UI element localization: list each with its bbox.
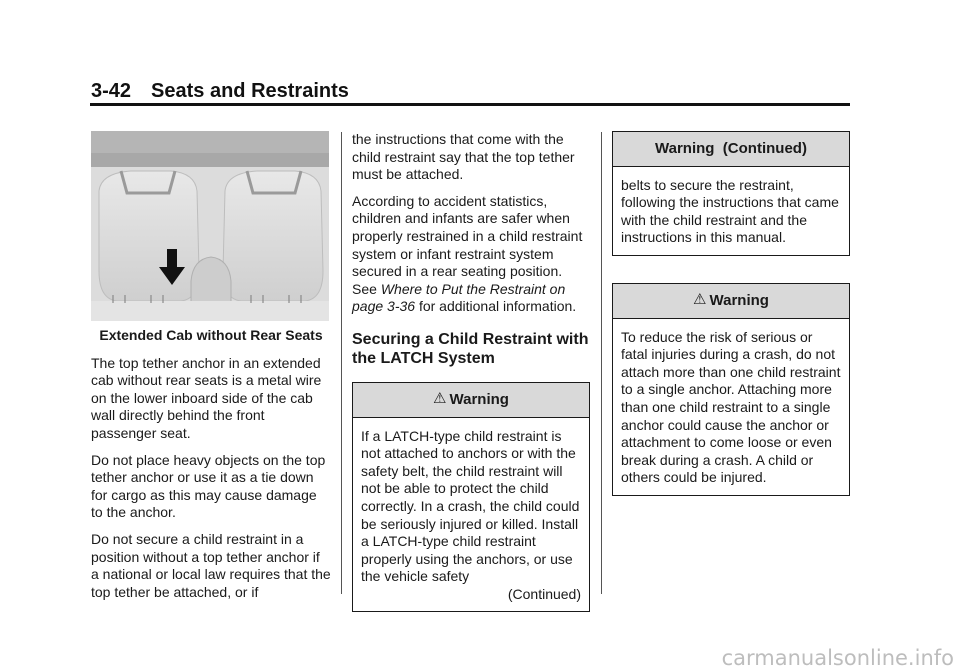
warning-continued-box bbox=[612, 131, 850, 256]
warning-continued-header: Warning (Continued) bbox=[613, 132, 849, 167]
paragraph-text: According to accident statistics, children and infants are safer when properly restrained in a child restraint system or infant restraint system secured in a rear seating position. See bbox=[352, 192, 583, 297]
column-divider-2 bbox=[601, 132, 602, 594]
chapter-title: Seats and Restraints bbox=[151, 80, 349, 102]
page-number: 3-42 bbox=[91, 80, 132, 102]
figure-caption: Extended Cab without Rear Seats bbox=[99, 327, 323, 343]
warning-continued-body: belts to secure the restraint, following the instructions that came with the child restraint and the instructions in this manual. bbox=[621, 176, 839, 246]
warning-box bbox=[612, 283, 850, 496]
warning-title: Warning bbox=[709, 291, 769, 309]
warning-text: If a LATCH-type child restraint is not attached to anchors or with the safety belt, the child restraint will not be able to protect the child correctly. In a crash, the child could be seriously injured or killed. Install a LATCH-type child restraint properly using the anchors, or use the vehicle safety bbox=[361, 427, 580, 585]
watermark: carmanualsonline.info bbox=[721, 646, 954, 670]
section-heading: Securing a Child Restraint with the LATCH System bbox=[352, 330, 589, 367]
column-3 bbox=[612, 131, 850, 496]
cab-photo bbox=[91, 131, 329, 321]
column-divider-1 bbox=[341, 132, 342, 594]
warning-box bbox=[352, 382, 590, 613]
warning-header bbox=[353, 383, 589, 418]
warning-body: To reduce the risk of serious or fatal injuries during a crash, do not attach more than one child restraint to a single anchor. Attaching more than one child restraint to a single anchor could cause the anchor or attachment to come loose or even break during a crash. A child or others could be injured. bbox=[621, 328, 841, 486]
warning-header bbox=[613, 284, 849, 319]
cross-reference-link[interactable]: Where to Put the Restraint on page 3-36 bbox=[352, 280, 566, 315]
paragraph: The top tether anchor in an extended cab without rear seats is a metal wire on the lower inboard side of the cab wall directly behind the front passenger seat. bbox=[91, 354, 322, 441]
continued-label: (Continued) bbox=[507, 585, 581, 602]
column-2 bbox=[352, 131, 590, 612]
warning-icon: ⚠ bbox=[433, 389, 447, 407]
warning-icon: ⚠ bbox=[693, 290, 707, 308]
header-rule bbox=[90, 103, 850, 106]
paragraph bbox=[352, 193, 590, 316]
cab-interior-illustration bbox=[91, 131, 329, 321]
paragraph: Do not place heavy objects on the top tether anchor or use it as a tie down for cargo as this may cause damage to the anchor. bbox=[91, 451, 326, 521]
warning-body bbox=[353, 418, 589, 612]
paragraph-text: for additional information. bbox=[415, 298, 577, 315]
paragraph: Do not secure a child restraint in a position without a top tether anchor if a national or local law requires that the top tether be attached, or if bbox=[91, 530, 331, 600]
paragraph: the instructions that come with the child restraint say that the top tether must be attached. bbox=[352, 131, 575, 183]
warning-title: Warning bbox=[449, 390, 509, 408]
page-header bbox=[91, 80, 349, 103]
column-1 bbox=[91, 131, 331, 610]
